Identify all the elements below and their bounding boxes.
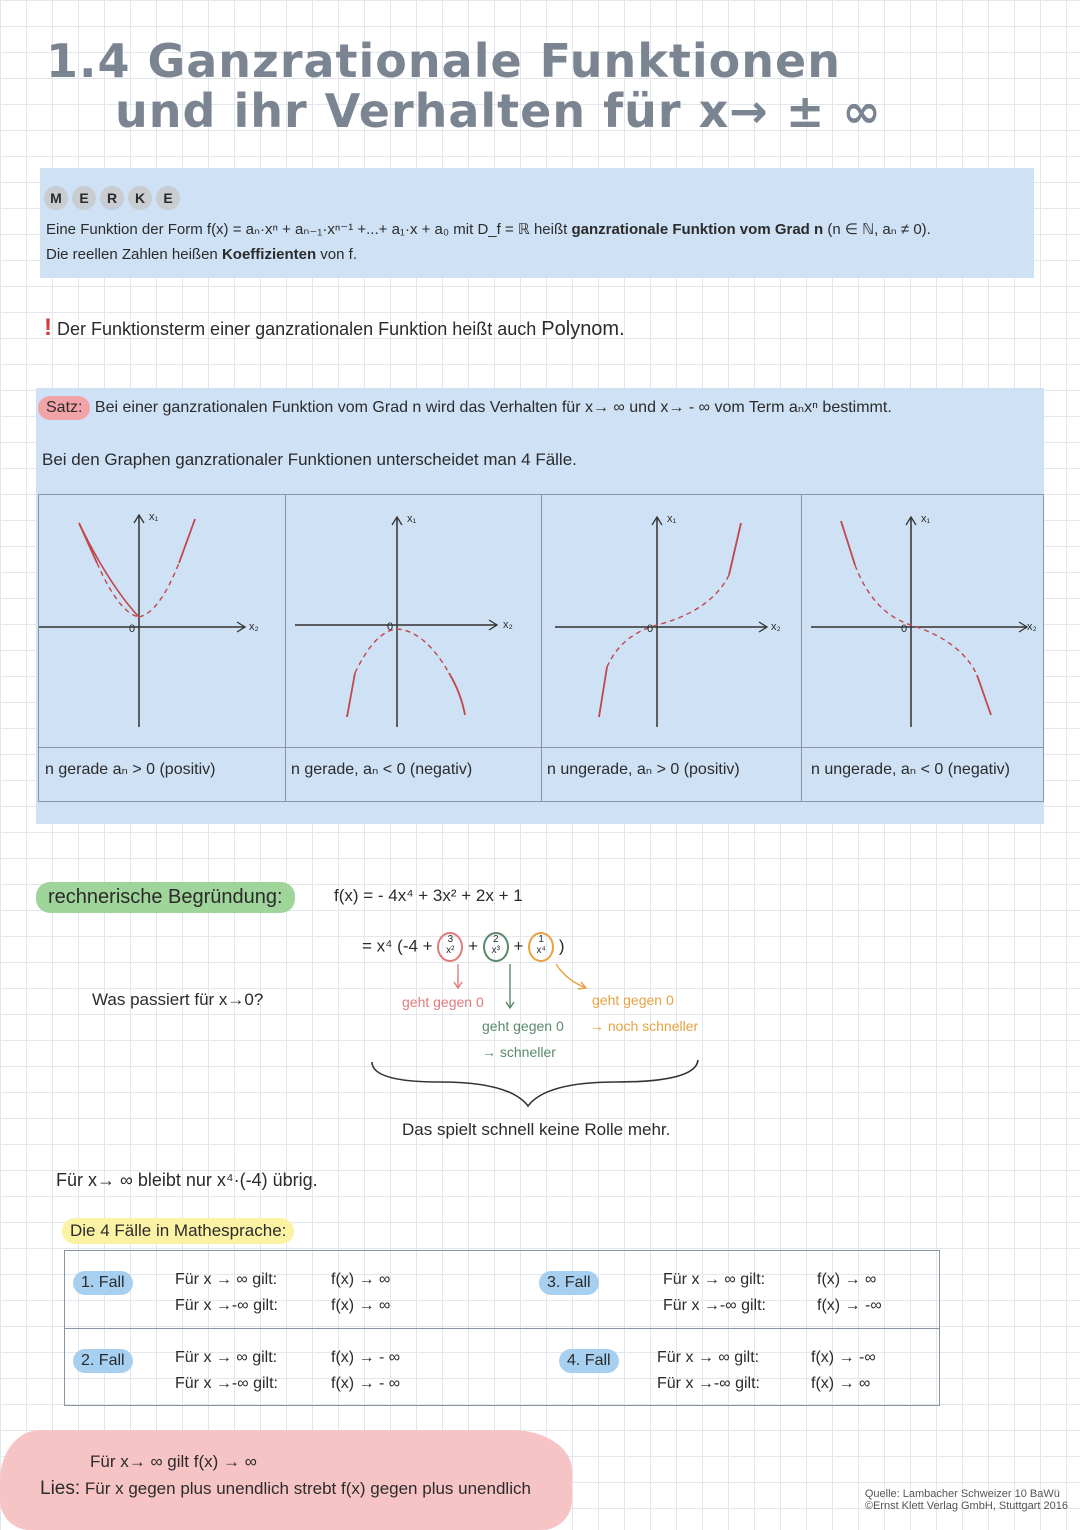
exclamation-icon: ! — [44, 314, 52, 341]
koeff-tail: von f. — [320, 246, 357, 263]
note-term-3: geht gegen 0 — [592, 992, 674, 1008]
graphs-intro: Bei den Graphen ganzrationaler Funktionen unterscheidet man 4 Fälle. — [42, 450, 577, 469]
term-3-den: x⁴ — [536, 945, 546, 956]
case-4-l1: Für x → ∞ gilt: — [657, 1349, 760, 1366]
page-title-line2: und ihr Verhalten für x→ ± ∞ — [115, 84, 882, 138]
graph-3-svg — [541, 495, 801, 747]
merke-letter: K — [128, 186, 152, 210]
satz-text: Bei einer ganzrationalen Funktion vom Grad n wird das Verhalten für x→ ∞ und x→ - ∞ vom Term aₙxⁿ bestimmt. — [94, 399, 892, 416]
factorized-formula — [362, 932, 565, 962]
graph-1-x-label: x₂ — [249, 621, 259, 633]
lies-label: Lies: — [40, 1478, 81, 1499]
definition-text: Eine Funktion der Form f(x) = aₙ·xⁿ + aₙ₋₁·xⁿ⁻¹ +...+ a₁·x + a₀ mit D_f = ℝ heißt — [46, 221, 568, 238]
cases-label-wrap — [62, 1218, 294, 1244]
graph-case-2 — [285, 495, 542, 801]
term-2-num: 2 — [492, 934, 499, 945]
term-1-num: 3 — [447, 934, 454, 945]
graph-2-caption: n gerade, aₙ < 0 (negativ) — [291, 761, 473, 778]
graph-4-caption: n ungerade, aₙ < 0 (negativ) — [811, 761, 1010, 778]
note-term-2: geht gegen 0 — [482, 1018, 564, 1034]
lies-formula: Für x→ ∞ gilt f(x) → ∞ — [90, 1452, 257, 1471]
merke-definition — [46, 220, 931, 238]
graph-3-y-label: x₁ — [667, 513, 677, 525]
f-definition: f(x) = - 4x⁴ + 3x² + 2x + 1 — [334, 886, 523, 905]
term-3-num: 1 — [538, 934, 544, 945]
source-line-1: Quelle: Lambacher Schweizer 10 BaWü — [864, 1488, 1060, 1500]
case-1-label: 1. Fall — [73, 1271, 133, 1295]
case-4-l2: Für x →-∞ gilt: — [657, 1375, 760, 1392]
polynom-term: Polynom. — [541, 318, 625, 340]
case-2-l1: Für x → ∞ gilt: — [175, 1349, 278, 1366]
graph-case-3 — [541, 495, 802, 801]
graph-3-origin: 0 — [647, 623, 654, 635]
graph-1-y-label: x₁ — [149, 511, 159, 523]
merke-letter: M — [44, 186, 68, 210]
case-2-label: 2. Fall — [73, 1349, 133, 1373]
polynom-text: Der Funktionsterm einer ganzrationalen Funktion heißt auch — [57, 319, 537, 339]
case-2-l2: Für x →-∞ gilt: — [175, 1375, 278, 1392]
term-1-circle — [437, 932, 463, 962]
case-3-label: 3. Fall — [539, 1271, 599, 1295]
case-2-r2: f(x) → - ∞ — [331, 1375, 401, 1392]
merke-letter: E — [72, 186, 96, 210]
koeff-pre: Die reellen Zahlen heißen — [46, 246, 218, 263]
case-3-r2: f(x) → -∞ — [817, 1297, 882, 1314]
satz-label: Satz: — [38, 396, 90, 420]
definition-tail: (n ∈ ℕ, aₙ ≠ 0). — [827, 221, 931, 238]
question-x-to-0: Was passiert für x→0? — [92, 990, 264, 1009]
graph-case-4 — [801, 495, 1043, 801]
source-line-2: ©Ernst Klett Verlag GmbH, Stuttgart 2016 — [864, 1500, 1068, 1512]
cases-row-2 — [65, 1328, 939, 1406]
term-3-circle — [528, 932, 554, 962]
graph-2-x-label: x₂ — [503, 619, 513, 631]
page-title-line1: 1.4 Ganzrationale Funktionen — [46, 34, 841, 88]
merke-letter: R — [100, 186, 124, 210]
plus-2: + — [513, 936, 524, 956]
graph-3-caption: n ungerade, aₙ > 0 (positiv) — [547, 761, 740, 778]
case-1-r2: f(x) → ∞ — [331, 1297, 391, 1314]
note-term-2b: → schneller — [482, 1044, 556, 1060]
case-4-label: 4. Fall — [559, 1349, 619, 1373]
graph-2-origin: 0 — [387, 621, 394, 633]
factor-post: ) — [558, 936, 565, 956]
case-3-l1: Für x → ∞ gilt: — [663, 1271, 766, 1288]
case-1-l2: Für x →-∞ gilt: — [175, 1297, 278, 1314]
koeff-bold: Koeffizienten — [221, 246, 317, 263]
cases-table — [64, 1250, 940, 1406]
graphs-table — [38, 494, 1044, 802]
case-4-r2: f(x) → ∞ — [811, 1375, 871, 1392]
begruendung-label-wrap — [36, 882, 295, 913]
graph-case-1 — [39, 495, 286, 801]
graph-3-x-label: x₂ — [771, 621, 781, 633]
case-4-r1: f(x) → -∞ — [811, 1349, 876, 1366]
begruendung-label: rechnerische Begründung: — [36, 882, 295, 913]
case-3-r1: f(x) → ∞ — [817, 1271, 877, 1288]
term-1-den: x² — [446, 945, 455, 956]
merke-koeffizienten — [46, 246, 357, 263]
graph-4-svg — [801, 495, 1043, 747]
merke-letter: E — [156, 186, 180, 210]
note-term-3b: → noch schneller — [590, 1018, 699, 1034]
graph-4-y-label: x₁ — [921, 513, 931, 525]
lies-line — [40, 1478, 531, 1500]
plus-1: + — [468, 936, 479, 956]
graph-1-origin: 0 — [129, 623, 136, 635]
case-1-r1: f(x) → ∞ — [331, 1271, 391, 1288]
term-2-den: x³ — [491, 945, 500, 956]
satz-line — [38, 396, 892, 420]
cases-row-1 — [65, 1251, 939, 1328]
graph-2-y-label: x₁ — [407, 513, 417, 525]
graph-4-x-label: x₂ — [1027, 621, 1037, 633]
case-2-r1: f(x) → - ∞ — [331, 1349, 401, 1366]
case-3-l2: Für x →-∞ gilt: — [663, 1297, 766, 1314]
cases-label: Die 4 Fälle in Mathesprache: — [62, 1218, 294, 1244]
graph-1-caption: n gerade aₙ > 0 (positiv) — [45, 761, 216, 778]
remaining-term: Für x→ ∞ bleibt nur x⁴·(-4) übrig. — [56, 1170, 318, 1190]
definition-bold: ganzrationale Funktion vom Grad n — [571, 221, 824, 238]
factor-pre: = x⁴ (-4 + — [362, 936, 433, 956]
term-2-circle — [483, 932, 509, 962]
source-note — [865, 1488, 1068, 1512]
lies-text: Für x gegen plus unendlich strebt f(x) gegen plus unendlich — [84, 1479, 531, 1498]
note-term-1: geht gegen 0 — [402, 994, 484, 1010]
annotation-arrows — [360, 960, 720, 1120]
graph-4-origin: 0 — [901, 623, 908, 635]
case-1-l1: Für x → ∞ gilt: — [175, 1271, 278, 1288]
brace-note: Das spielt schnell keine Rolle mehr. — [402, 1120, 671, 1139]
polynom-note — [44, 314, 625, 342]
merke-badge — [44, 186, 180, 210]
